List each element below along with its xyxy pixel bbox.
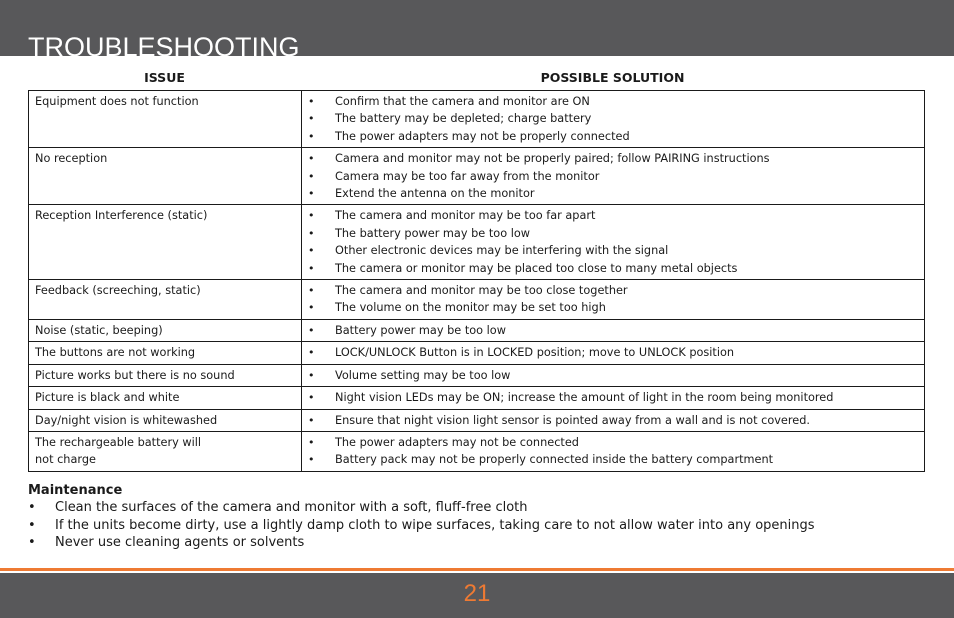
issue-text: No reception	[35, 152, 108, 166]
solution-list	[308, 150, 918, 202]
issue-text: Feedback (screeching, static)	[35, 284, 201, 298]
solution-list	[308, 389, 918, 406]
page-number: 21	[463, 580, 491, 607]
solution-list	[308, 434, 918, 469]
solution-list	[308, 322, 918, 339]
table-row	[29, 205, 925, 280]
solution-list	[308, 412, 918, 429]
solution-cell	[302, 364, 925, 386]
solution-item: • Battery power may be too low	[308, 322, 918, 339]
issue-text: The buttons are not working	[35, 346, 196, 360]
issue-cell	[29, 387, 302, 409]
issue-text: not charge	[35, 453, 96, 467]
solution-item: • Night vision LEDs may be ON; increase the amount of light in the room being monitored	[308, 389, 918, 406]
table-row	[29, 364, 925, 386]
solution-item: • The camera or monitor may be placed too close to many metal objects	[308, 260, 918, 277]
solution-item: • The power adapters may not be connected	[308, 434, 918, 451]
solution-cell	[302, 205, 925, 280]
table-row	[29, 280, 925, 320]
issue-cell	[29, 148, 302, 205]
solution-list	[308, 344, 918, 361]
troubleshooting-table-body	[29, 91, 925, 472]
issue-cell	[29, 364, 302, 386]
page-header	[0, 0, 954, 62]
solution-item: • Extend the antenna on the monitor	[308, 185, 918, 202]
solution-list	[308, 282, 918, 317]
solution-cell	[302, 342, 925, 364]
issue-cell	[29, 280, 302, 320]
solution-item: • The camera and monitor may be too close together	[308, 282, 918, 299]
issue-cell	[29, 342, 302, 364]
solution-item: • Volume setting may be too low	[308, 367, 918, 384]
page-footer	[0, 573, 954, 618]
solution-item: • The battery power may be too low	[308, 225, 918, 242]
maintenance-list	[28, 499, 928, 552]
issue-text: Reception Interference (static)	[35, 209, 208, 223]
issue-text: Day/night vision is whitewashed	[35, 413, 218, 427]
solution-item: • Ensure that night vision light sensor is pointed away from a wall and is not covered.	[308, 412, 918, 429]
issue-cell	[29, 409, 302, 431]
issue-text: Equipment does not function	[35, 95, 199, 108]
solution-list	[308, 367, 918, 384]
solution-cell	[302, 387, 925, 409]
issue-text: Picture works but there is no sound	[35, 368, 235, 382]
issue-text: Noise (static, beeping)	[35, 323, 163, 337]
solution-item: • The volume on the monitor may be set too high	[308, 299, 918, 316]
solution-item: • Camera and monitor may not be properly paired; follow PAIRING instructions	[308, 150, 918, 167]
issue-cell	[29, 431, 302, 471]
solution-cell	[302, 409, 925, 431]
solution-cell	[302, 431, 925, 471]
maintenance-item: • If the units become dirty, use a lightly damp cloth to wipe surfaces, taking care to not allow water into any openings	[28, 517, 928, 535]
issue-column-heading: ISSUE	[144, 70, 185, 85]
issue-text: The rechargeable battery will	[35, 435, 202, 449]
solution-item: • Camera may be too far away from the monitor	[308, 168, 918, 185]
solution-cell	[302, 91, 925, 148]
solution-item: • The battery may be depleted; charge battery	[308, 110, 918, 127]
issue-text: Picture is black and white	[35, 391, 180, 405]
solution-item: • The power adapters may not be properly connected	[308, 128, 918, 145]
solution-item: • Other electronic devices may be interfering with the signal	[308, 242, 918, 259]
maintenance-item: • Clean the surfaces of the camera and monitor with a soft, fluff-free cloth	[28, 499, 928, 517]
table-row	[29, 91, 925, 148]
page-title: TROUBLESHOOTING	[28, 32, 300, 62]
maintenance-title: Maintenance	[28, 483, 123, 498]
issue-cell	[29, 319, 302, 341]
table-row	[29, 431, 925, 471]
solution-item: • The camera and monitor may be too far apart	[308, 207, 918, 224]
solution-item: • LOCK/UNLOCK Button is in LOCKED position; move to UNLOCK position	[308, 344, 918, 361]
column-headings	[0, 70, 954, 86]
table-row	[29, 148, 925, 205]
troubleshooting-table	[28, 90, 925, 472]
table-row	[29, 387, 925, 409]
solution-column-heading: POSSIBLE SOLUTION	[540, 70, 685, 85]
issue-cell	[29, 205, 302, 280]
issue-cell	[29, 91, 302, 148]
solution-item: • Confirm that the camera and monitor are ON	[308, 93, 918, 110]
footer-accent-line	[0, 568, 954, 571]
solution-cell	[302, 280, 925, 320]
solution-item: • Battery pack may not be properly connected inside the battery compartment	[308, 451, 918, 468]
solution-list	[308, 93, 918, 145]
maintenance-section	[28, 482, 928, 552]
table-row	[29, 409, 925, 431]
solution-list	[308, 207, 918, 277]
table-row	[29, 342, 925, 364]
solution-cell	[302, 148, 925, 205]
solution-cell	[302, 319, 925, 341]
maintenance-item: • Never use cleaning agents or solvents	[28, 534, 928, 552]
table-row	[29, 319, 925, 341]
